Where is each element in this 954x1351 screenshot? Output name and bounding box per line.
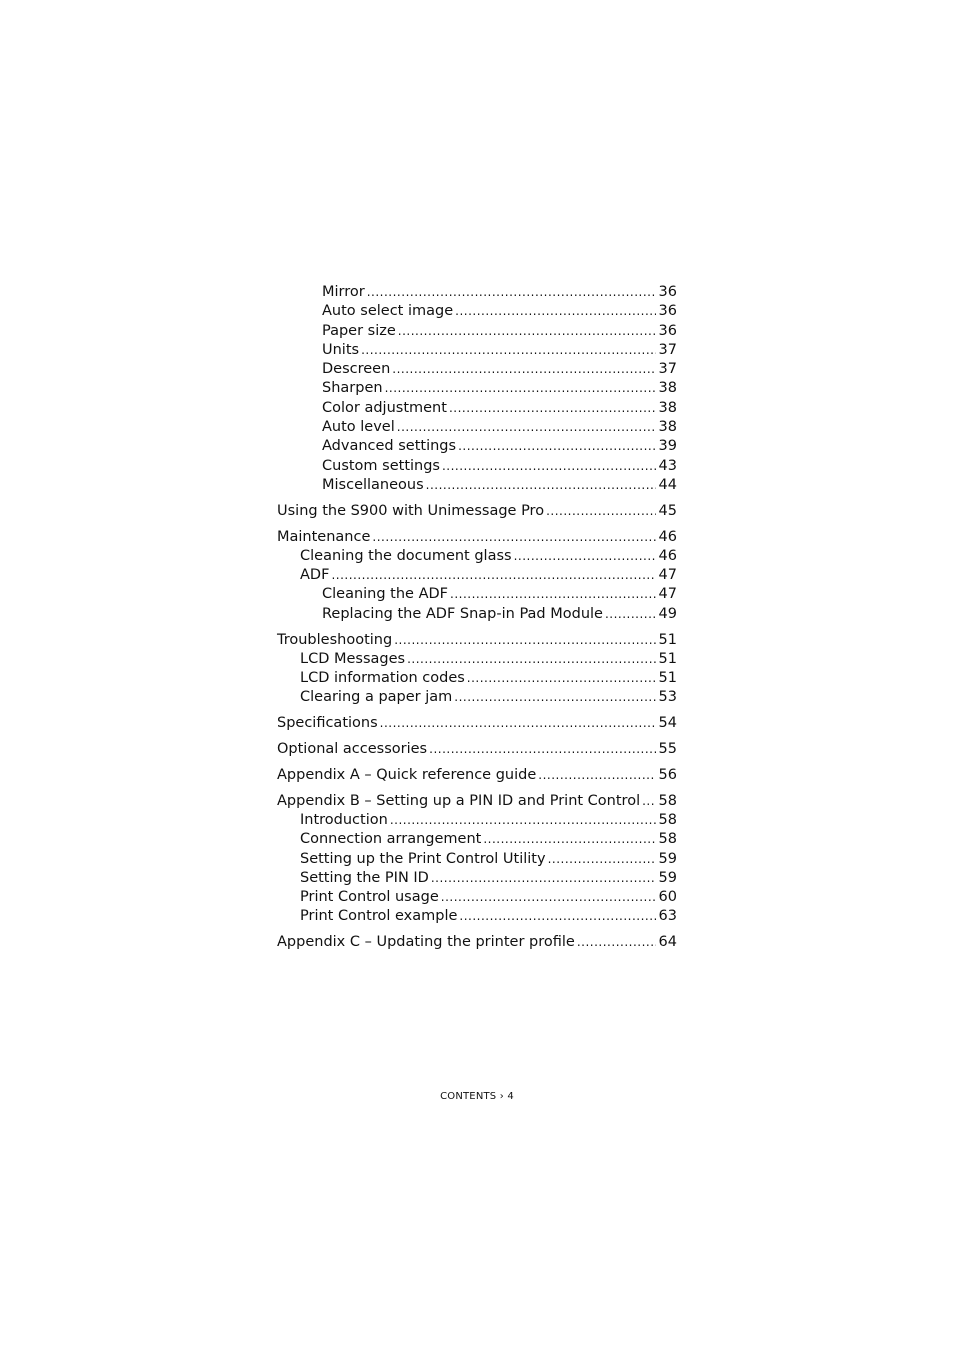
page-footer: [0, 1091, 954, 1102]
table-of-contents: [277, 283, 677, 953]
toc-entry-page: 43: [658, 457, 677, 474]
toc-entry-specifications[interactable]: [277, 714, 677, 733]
toc-entry-connection-arrangement[interactable]: [277, 830, 677, 849]
toc-entry-lcd-messages[interactable]: [277, 650, 677, 669]
toc-entry-title: LCD Messages: [300, 650, 406, 667]
toc-entry-title: Paper size: [322, 322, 396, 339]
toc-entry-title: Maintenance: [277, 528, 371, 545]
toc-entry-title: Print Control example: [300, 908, 458, 925]
toc-dot-leader: [367, 283, 656, 302]
toc-entry-maintenance[interactable]: [277, 528, 677, 547]
footer-section-label: CONTENTS: [440, 1091, 497, 1102]
toc-dot-leader: [394, 631, 655, 650]
toc-dot-leader: [398, 322, 656, 341]
toc-dot-leader: [442, 457, 656, 476]
toc-entry-page: 36: [658, 322, 677, 339]
toc-entry-title: Clearing a paper jam: [300, 689, 453, 706]
toc-entry-page: 51: [658, 631, 677, 648]
toc-entry-page: 49: [658, 605, 677, 622]
toc-dot-leader: [429, 740, 655, 759]
toc-entry-miscellaneous[interactable]: [277, 476, 677, 495]
toc-dot-leader: [449, 399, 656, 418]
toc-entry-page: 58: [658, 792, 677, 809]
toc-entry-page: 46: [658, 547, 677, 564]
toc-entry-title: Introduction: [300, 811, 388, 828]
toc-entry-title: Specifications: [277, 715, 378, 732]
toc-entry-title: Units: [322, 341, 360, 358]
toc-dot-leader: [426, 476, 656, 495]
toc-entry-title: Sharpen: [322, 380, 383, 397]
toc-entry-title: Custom settings: [322, 457, 440, 474]
toc-dot-leader: [407, 650, 655, 669]
toc-entry-title: Using the S900 with Unimessage Pro: [277, 502, 545, 519]
toc-entry-lcd-information-codes[interactable]: [277, 669, 677, 688]
footer-page-number: 4: [507, 1091, 514, 1102]
toc-entry-advanced-settings[interactable]: [277, 437, 677, 456]
toc-entry-paper-size[interactable]: [277, 322, 677, 341]
toc-dot-leader: [372, 528, 655, 547]
toc-dot-leader: [331, 566, 655, 585]
toc-entry-page: 38: [658, 419, 677, 436]
toc-entry-page: 51: [658, 670, 677, 687]
toc-dot-leader: [390, 811, 656, 830]
toc-dot-leader: [514, 547, 656, 566]
toc-entry-title: Replacing the ADF Snap-in Pad Module: [322, 605, 603, 622]
toc-entry-custom-settings[interactable]: [277, 457, 677, 476]
toc-entry-unimessage-pro[interactable]: [277, 502, 677, 521]
toc-entry-descreen[interactable]: [277, 360, 677, 379]
toc-dot-leader: [467, 669, 656, 688]
toc-entry-page: 38: [658, 399, 677, 416]
toc-entry-introduction[interactable]: [277, 811, 677, 830]
toc-entry-title: Descreen: [322, 361, 391, 378]
toc-entry-auto-select-image[interactable]: [277, 302, 677, 321]
toc-entry-title: Setting the PIN ID: [300, 869, 429, 886]
toc-entry-units[interactable]: [277, 341, 677, 360]
toc-dot-leader: [397, 418, 656, 437]
toc-entry-title: Cleaning the ADF: [322, 586, 449, 603]
toc-entry-title: Troubleshooting: [277, 631, 393, 648]
toc-entry-adf[interactable]: [277, 566, 677, 585]
toc-entry-setting-pin-id[interactable]: [277, 869, 677, 888]
toc-entry-troubleshooting[interactable]: [277, 631, 677, 650]
toc-entry-page: 44: [658, 476, 677, 493]
toc-dot-leader: [458, 437, 655, 456]
toc-entry-print-control-example[interactable]: [277, 907, 677, 926]
toc-entry-page: 37: [658, 341, 677, 358]
toc-entry-title: LCD information codes: [300, 670, 465, 687]
toc-entry-page: 46: [658, 528, 677, 545]
toc-entry-title: Auto level: [322, 419, 395, 436]
toc-dot-leader: [538, 766, 655, 785]
toc-entry-page: 63: [658, 908, 677, 925]
toc-entry-optional-accessories[interactable]: [277, 740, 677, 759]
toc-entry-page: 36: [658, 303, 677, 320]
footer-separator: ›: [499, 1091, 504, 1102]
toc-entry-page: 59: [658, 869, 677, 886]
toc-entry-page: 53: [658, 689, 677, 706]
toc-dot-leader: [392, 360, 655, 379]
toc-entry-color-adjustment[interactable]: [277, 399, 677, 418]
toc-entry-title: Advanced settings: [322, 438, 457, 455]
toc-entry-sharpen[interactable]: [277, 379, 677, 398]
toc-entry-page: 60: [658, 889, 677, 906]
toc-dot-leader: [431, 869, 656, 888]
toc-entry-page: 51: [658, 650, 677, 667]
toc-entry-replacing-adf-pad[interactable]: [277, 605, 677, 624]
toc-entry-appendix-a[interactable]: [277, 766, 677, 785]
toc-entry-title: Miscellaneous: [322, 476, 424, 493]
toc-entry-title: Appendix A – Quick reference guide: [277, 766, 537, 783]
toc-entry-page: 55: [658, 741, 677, 758]
toc-dot-leader: [455, 302, 655, 321]
toc-entry-cleaning-adf[interactable]: [277, 585, 677, 604]
toc-entry-title: ADF: [300, 567, 330, 584]
toc-dot-leader: [642, 792, 655, 811]
toc-entry-title: Mirror: [322, 284, 365, 300]
toc-entry-setting-up-print-control-utility[interactable]: [277, 850, 677, 869]
toc-dot-leader: [450, 585, 656, 604]
toc-entry-cleaning-document-glass[interactable]: [277, 547, 677, 566]
toc-entry-print-control-usage[interactable]: [277, 888, 677, 907]
toc-entry-page: 39: [658, 438, 677, 455]
toc-entry-page: 64: [658, 934, 677, 951]
toc-dot-leader: [385, 379, 656, 398]
toc-entry-title: Color adjustment: [322, 399, 447, 416]
toc-entry-page: 37: [658, 361, 677, 378]
toc-entry-page: 59: [658, 850, 677, 867]
toc-entry-title: Appendix B – Setting up a PIN ID and Print Control: [277, 792, 641, 809]
toc-dot-leader: [577, 933, 656, 952]
toc-entry-title: Print Control usage: [300, 889, 439, 906]
toc-entry-page: 58: [658, 811, 677, 828]
toc-dot-leader: [441, 888, 656, 907]
toc-entry-clearing-paper-jam[interactable]: [277, 688, 677, 707]
toc-entry-page: 45: [658, 502, 677, 519]
toc-entry-title: Auto select image: [322, 303, 454, 320]
toc-dot-leader: [361, 341, 655, 360]
toc-dot-leader: [454, 688, 655, 707]
toc-entry-appendix-b[interactable]: [277, 792, 677, 811]
toc-dot-leader: [483, 830, 655, 849]
toc-entry-appendix-c[interactable]: [277, 933, 677, 952]
toc-entry-page: 58: [658, 831, 677, 848]
toc-dot-leader: [380, 714, 656, 733]
toc-entry-page: 47: [658, 586, 677, 603]
toc-dot-leader: [459, 907, 655, 926]
toc-entry-title: Optional accessories: [277, 741, 428, 758]
toc-entry-auto-level[interactable]: [277, 418, 677, 437]
toc-entry-page: 47: [658, 567, 677, 584]
toc-entry-page: 38: [658, 380, 677, 397]
toc-dot-leader: [548, 850, 656, 869]
toc-entry-title: Connection arrangement: [300, 831, 482, 848]
toc-entry-page: 56: [658, 766, 677, 783]
toc-entry-mirror[interactable]: [277, 283, 677, 302]
toc-entry-title: Setting up the Print Control Utility: [300, 850, 546, 867]
toc-entry-title: Appendix C – Updating the printer profile: [277, 934, 575, 951]
toc-dot-leader: [605, 605, 656, 624]
toc-entry-page: 54: [658, 715, 677, 732]
toc-dot-leader: [546, 502, 655, 521]
toc-entry-title: Cleaning the document glass: [300, 547, 512, 564]
toc-entry-page: 36: [658, 284, 677, 300]
